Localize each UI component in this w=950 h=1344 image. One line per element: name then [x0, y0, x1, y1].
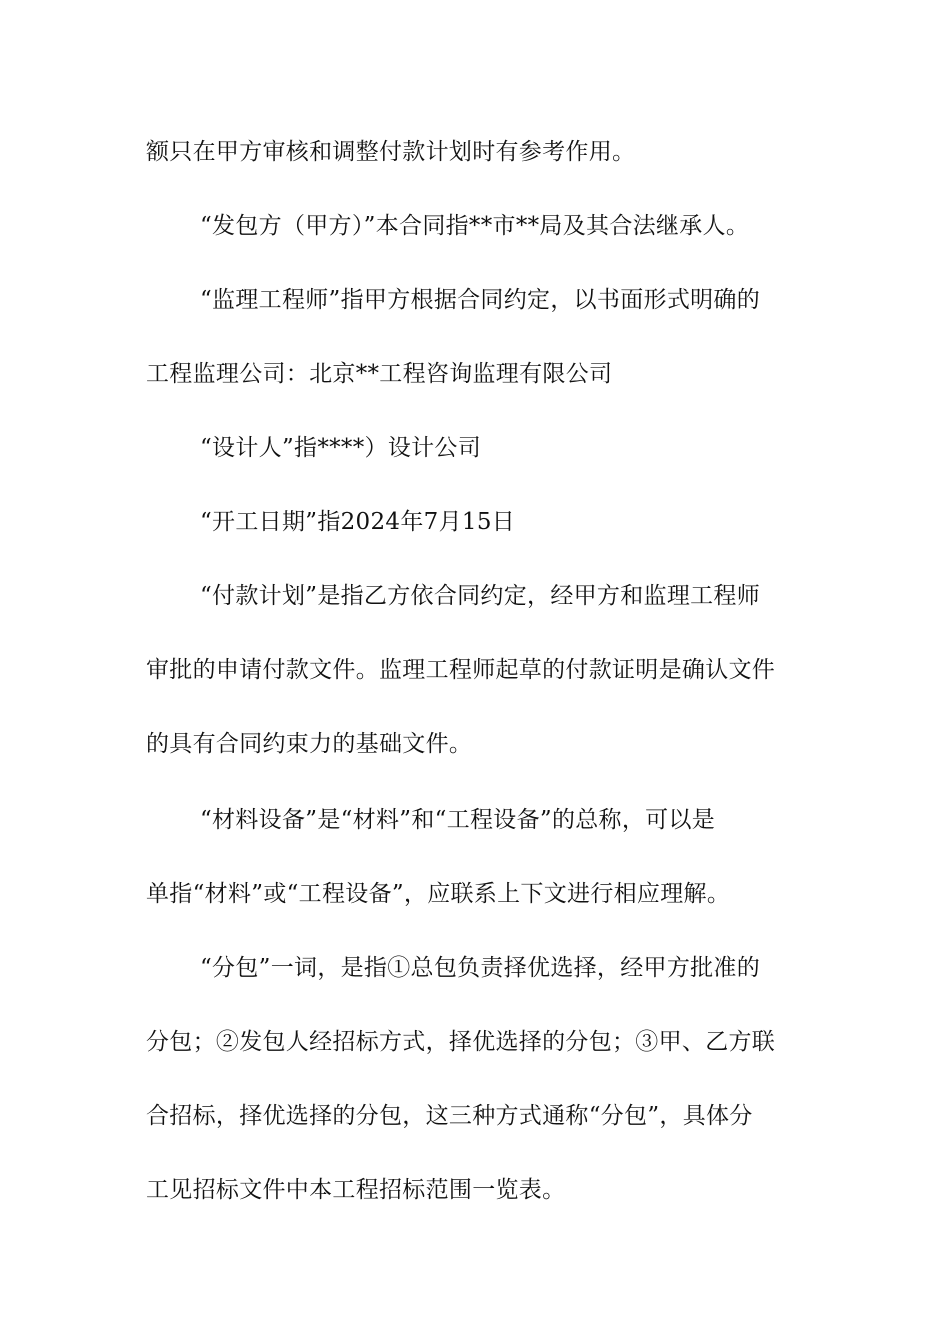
text-line: 工程监理公司：北京**工程咨询监理有限公司 — [146, 361, 613, 387]
text-line: “分包”一词，是指①总包负责择优选择，经甲方批准的 — [200, 955, 761, 981]
text-line: “发包方（甲方）”本合同指**市**局及其合法继承人。 — [200, 213, 750, 239]
text-line: “设计人”指****）设计公司 — [200, 435, 482, 461]
text-line: “开工日期”指2024年7月15日 — [200, 509, 516, 535]
text-line: 额只在甲方审核和调整付款计划时有参考作用。 — [146, 139, 636, 165]
text-line: “监理工程师”指甲方根据合同约定，以书面形式明确的 — [200, 287, 761, 313]
text-line: 合招标，择优选择的分包，这三种方式通称“分包”，具体分 — [146, 1103, 753, 1129]
text-line: “材料设备”是“材料”和“工程设备”的总称，可以是 — [200, 807, 716, 833]
text-line: 工见招标文件中本工程招标范围一览表。 — [146, 1177, 566, 1203]
text-line: 单指“材料”或“工程设备”，应联系上下文进行相应理解。 — [146, 881, 731, 907]
text-line: 审批的申请付款文件。监理工程师起草的付款证明是确认文件 — [146, 657, 776, 683]
text-line: 分包；②发包人经招标方式，择优选择的分包；③甲、乙方联 — [146, 1029, 776, 1055]
text-line: 的具有合同约束力的基础文件。 — [146, 731, 473, 757]
text-line: “付款计划”是指乙方依合同约定，经甲方和监理工程师 — [200, 583, 761, 609]
